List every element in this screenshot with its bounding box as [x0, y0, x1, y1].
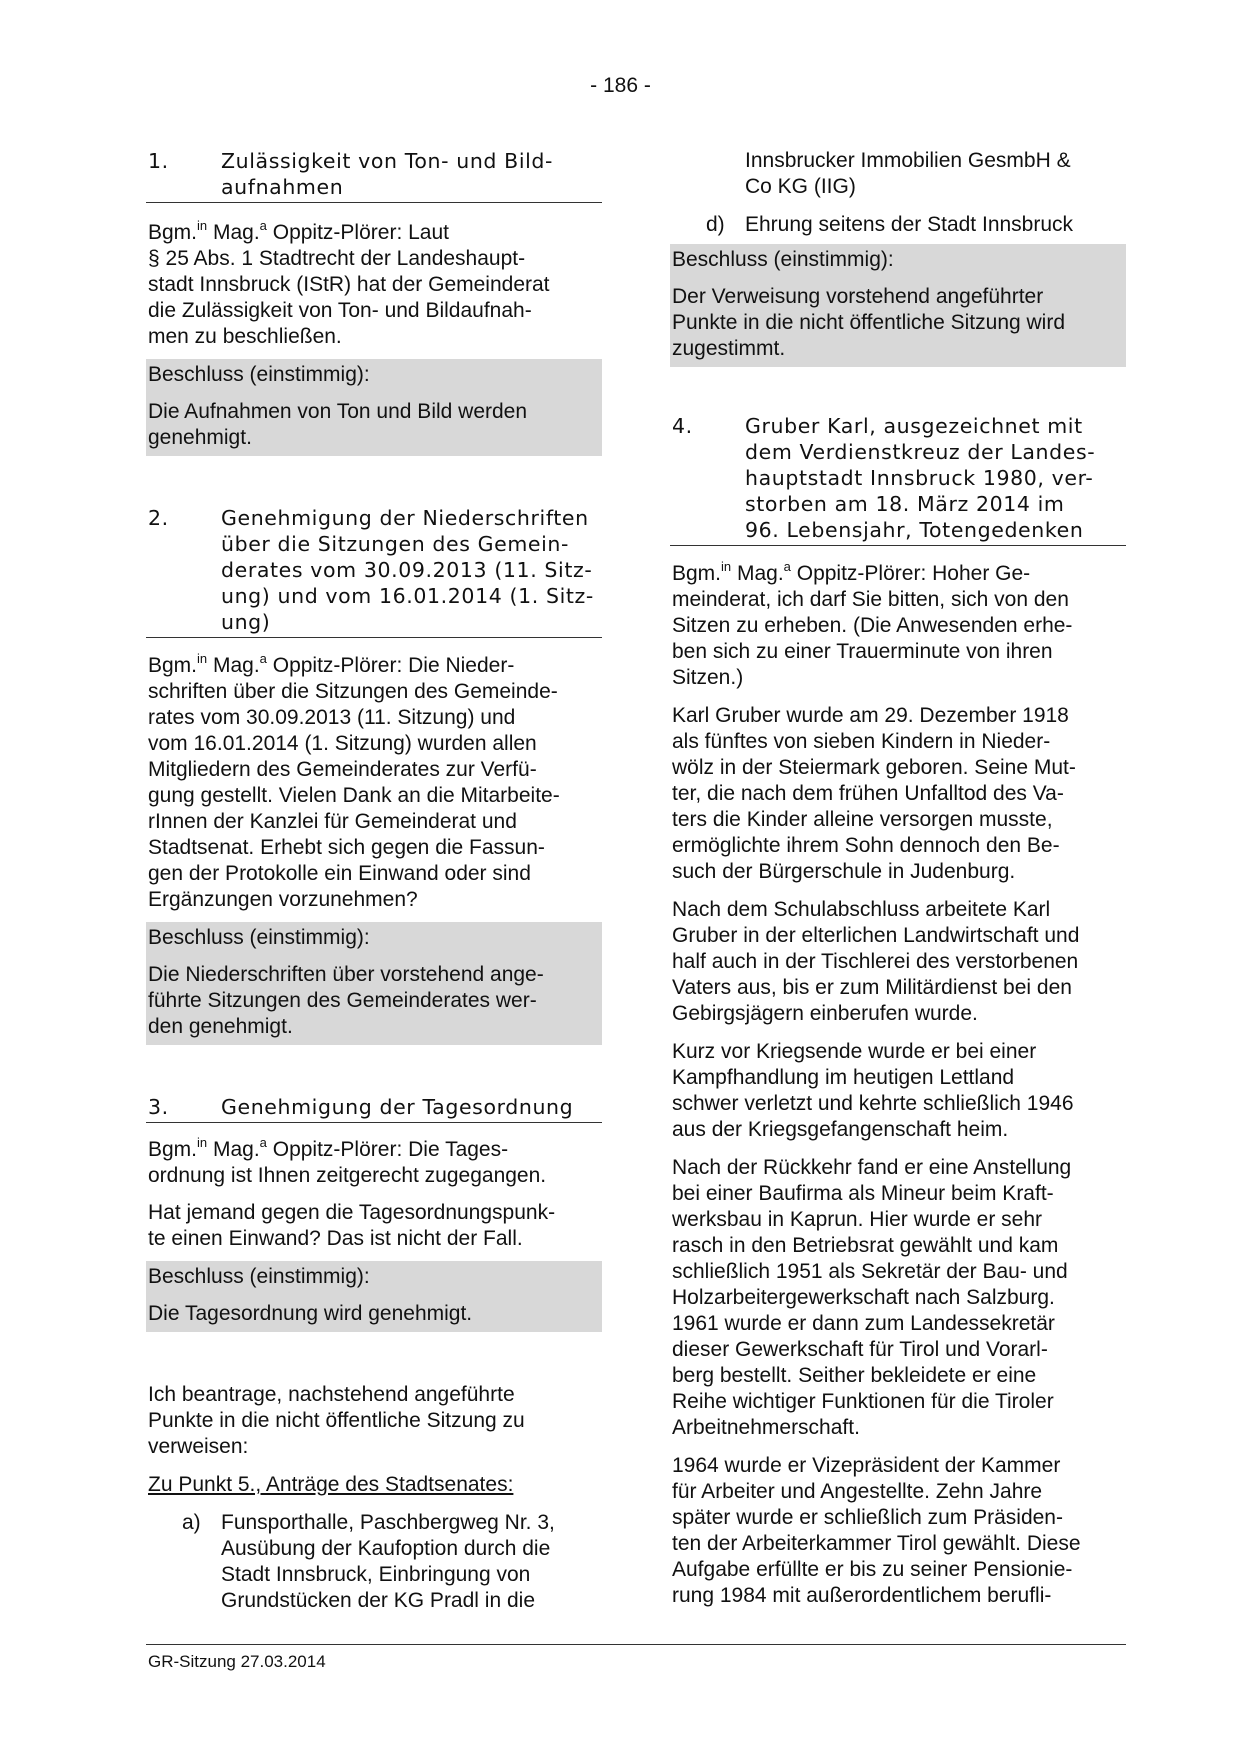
- text-line: zugestimmt.: [672, 337, 786, 360]
- speaker-paragraph: [146, 653, 602, 913]
- text-line: für Arbeiter und Angestellte. Zehn Jahre: [672, 1480, 1043, 1503]
- text-line: Funsporthalle, Paschbergweg Nr. 3,: [221, 1511, 555, 1534]
- text-line: Sitzen.): [672, 666, 744, 689]
- heading-line: über die Sitzungen des Gemein-: [221, 532, 570, 556]
- section-1-heading: [146, 148, 602, 203]
- text-line: werksbau in Kaprun. Hier wurde er sehr: [672, 1208, 1043, 1231]
- request-paragraph: [146, 1382, 602, 1460]
- speaker-text: Oppitz-Plörer: Die Nieder-: [266, 654, 515, 677]
- text-line: später wurde er schließlich zum Präsiden-: [672, 1506, 1063, 1529]
- footer-text: GR-Sitzung 27.03.2014: [148, 1652, 326, 1671]
- text-line: Ergänzungen vorzunehmen?: [148, 888, 418, 911]
- speaker-text: Oppitz-Plörer: Die Tages-: [266, 1138, 509, 1161]
- heading-line: derates vom 30.09.2013 (11. Sitz-: [221, 558, 593, 582]
- text-line: meinderat, ich darf Sie bitten, sich von den: [672, 588, 1069, 611]
- text-line: Karl Gruber wurde am 29. Dezember 1918: [672, 704, 1069, 727]
- resolution-text: [148, 1301, 600, 1332]
- section-number: 1.: [148, 149, 169, 173]
- paragraph: [146, 1200, 602, 1252]
- speaker-paragraph: [146, 1137, 602, 1189]
- text-line: Punkte in die nicht öffentliche Sitzung zu: [148, 1409, 525, 1432]
- section-number: 4.: [672, 414, 693, 438]
- speaker-line: [148, 220, 600, 246]
- text-line: Kampfhandlung im heutigen Lettland: [672, 1066, 1015, 1089]
- text-line: als fünftes von sieben Kindern in Nieder-: [672, 730, 1051, 753]
- resolution-text: [672, 284, 1124, 367]
- text-line: ters die Kinder alleine versorgen musste,: [672, 808, 1053, 831]
- text-line: rung 1984 mit außerordentlichem berufli-: [672, 1584, 1052, 1607]
- speaker-title: Bgm.: [148, 654, 198, 677]
- section-number: 2.: [148, 506, 169, 530]
- resolution-box: [146, 922, 602, 1045]
- text-line: berg bestellt. Seither bekleidete er eine: [672, 1364, 1037, 1387]
- heading-line: ung) und vom 16.01.2014 (1. Sitz-: [221, 584, 594, 608]
- section-3-heading: [146, 1094, 602, 1123]
- text-line: Gruber in der elterlichen Landwirtschaft und: [672, 924, 1080, 947]
- text-line: te einen Einwand? Das ist nicht der Fall.: [148, 1227, 523, 1250]
- heading-line: Zulässigkeit von Ton- und Bild-: [221, 149, 554, 173]
- text-line: Hat jemand gegen die Tagesordnungspunk-: [148, 1201, 556, 1224]
- text-line: Sitzen zu erheben. (Die Anwesenden erhe-: [672, 614, 1073, 637]
- text-line: Nach der Rückkehr fand er eine Anstellung: [672, 1156, 1072, 1179]
- resolution-box: [670, 244, 1126, 367]
- speaker-line: [672, 561, 1124, 587]
- heading-line: Gruber Karl, ausgezeichnet mit: [745, 414, 1083, 438]
- text-line: Ehrung seitens der Stadt Innsbruck: [745, 213, 1074, 236]
- text-line: die Zulässigkeit von Ton- und Bildaufnah-: [148, 299, 532, 322]
- heading-line: hauptstadt Innsbruck 1980, ver-: [745, 466, 1094, 490]
- heading-line: dem Verdienstkreuz der Landes-: [745, 440, 1096, 464]
- speaker-text: Oppitz-Plörer: Hoher Ge-: [790, 562, 1031, 585]
- footer-divider: [146, 1644, 1126, 1645]
- text-line: Aufgabe erfüllte er bis zu seiner Pensionie-: [672, 1558, 1073, 1581]
- text-line: den genehmigt.: [148, 1015, 293, 1038]
- text-line: half auch in der Tischlerei des verstorbenen: [672, 950, 1079, 973]
- speaker-line: [148, 1137, 600, 1163]
- left-column: [146, 148, 602, 1614]
- text-line: § 25 Abs. 1 Stadtrecht der Landeshaupt-: [148, 247, 526, 270]
- resolution-label: Beschluss (einstimmig):: [148, 926, 370, 949]
- speaker-title: Bgm.: [148, 221, 198, 244]
- superscript: a: [783, 559, 791, 574]
- text-line: Nach dem Schulabschluss arbeitete Karl: [672, 898, 1051, 921]
- speaker-title: Mag.: [731, 562, 784, 585]
- text-line: Ausübung der Kaufoption durch die: [221, 1537, 551, 1560]
- heading-line: aufnahmen: [221, 175, 344, 199]
- speaker-title: Mag.: [207, 654, 260, 677]
- agenda-item-a: [146, 1510, 602, 1614]
- agenda-reference: Zu Punkt 5., Anträge des Stadtsenates:: [148, 1473, 514, 1496]
- superscript: a: [259, 1135, 267, 1150]
- page-number: - 186 -: [590, 74, 651, 97]
- text-line: ermöglichte ihrem Sohn dennoch den Be-: [672, 834, 1060, 857]
- speaker-paragraph: [670, 561, 1126, 691]
- text-line: dieser Gewerkschaft für Tirol und Vorarl-: [672, 1338, 1048, 1361]
- text-line: Ich beantrage, nachstehend angeführte: [148, 1383, 515, 1406]
- heading-line: Genehmigung der Niederschriften: [221, 506, 589, 530]
- text-line: Kurz vor Kriegsende wurde er bei einer: [672, 1040, 1037, 1063]
- heading-line: storben am 18. März 2014 im: [745, 492, 1065, 516]
- superscript: in: [197, 651, 208, 666]
- text-line: schriften über die Sitzungen des Gemeinde-: [148, 680, 558, 703]
- text-line: ter, die nach dem frühen Unfalltod des Va-: [672, 782, 1064, 805]
- biography-paragraph: [670, 1453, 1126, 1609]
- text-line: Arbeitnehmerschaft.: [672, 1416, 860, 1439]
- text-line: aus der Kriegsgefangenschaft heim.: [672, 1118, 1009, 1141]
- text-line: führte Sitzungen des Gemeinderates wer-: [148, 989, 537, 1012]
- section-4-heading: [670, 413, 1126, 546]
- superscript: a: [259, 651, 267, 666]
- speaker-title: Mag.: [207, 221, 260, 244]
- resolution-text: [148, 399, 600, 456]
- biography-paragraph: [670, 703, 1126, 885]
- section-2-heading: [146, 505, 602, 638]
- superscript: in: [197, 218, 208, 233]
- text-line: men zu beschließen.: [148, 325, 342, 348]
- text-line: such der Bürgerschule in Judenburg.: [672, 860, 1016, 883]
- text-line: Stadt Innsbruck, Einbringung von: [221, 1563, 531, 1586]
- superscript: in: [197, 1135, 208, 1150]
- speaker-text: Oppitz-Plörer: Laut: [266, 221, 449, 244]
- text-line: gen der Protokolle ein Einwand oder sind: [148, 862, 531, 885]
- text-line: ten der Arbeiterkammer Tirol gewählt. Diese: [672, 1532, 1081, 1555]
- resolution-label: Beschluss (einstimmig):: [672, 248, 894, 271]
- item-letter: a): [182, 1511, 201, 1534]
- resolution-box: [146, 359, 602, 456]
- text-line: genehmigt.: [148, 426, 252, 449]
- superscript: in: [721, 559, 732, 574]
- text-line: schließlich 1951 als Sekretär der Bau- und: [672, 1260, 1068, 1283]
- text-line: 1961 wurde er dann zum Landessekretär: [672, 1312, 1055, 1335]
- speaker-title: Bgm.: [672, 562, 722, 585]
- heading-line: ung): [221, 610, 271, 634]
- text-line: gung gestellt. Vielen Dank an die Mitarbeite-: [148, 784, 560, 807]
- resolution-box: [146, 1261, 602, 1332]
- agenda-item-d: [670, 212, 1126, 238]
- text-line: wölz in der Steiermark geboren. Seine Mut-: [672, 756, 1076, 779]
- text-line: rasch in den Betriebsrat gewählt und kam: [672, 1234, 1059, 1257]
- speaker-title: Bgm.: [148, 1138, 198, 1161]
- biography-paragraph: [670, 1039, 1126, 1143]
- text-line: Co KG (IIG): [745, 175, 856, 198]
- text-line: schwer verletzt und kehrte schließlich 1946: [672, 1092, 1074, 1115]
- resolution-label: Beschluss (einstimmig):: [148, 1265, 370, 1288]
- text-line: Gebirgsjägern einberufen wurde.: [672, 1002, 978, 1025]
- text-line: Die Aufnahmen von Ton und Bild werden: [148, 400, 528, 423]
- text-line: Mitgliedern des Gemeinderates zur Verfü-: [148, 758, 537, 781]
- superscript: a: [259, 218, 267, 233]
- text-line: bei einer Baufirma als Mineur beim Kraft-: [672, 1182, 1054, 1205]
- text-line: Punkte in die nicht öffentliche Sitzung wird: [672, 311, 1066, 334]
- text-line: 1964 wurde er Vizepräsident der Kammer: [672, 1454, 1061, 1477]
- speaker-paragraph: [146, 220, 602, 350]
- speaker-line: [148, 653, 600, 679]
- biography-paragraph: [670, 1155, 1126, 1441]
- text-line: Stadtsenat. Erhebt sich gegen die Fassun-: [148, 836, 545, 859]
- text-line: stadt Innsbruck (IStR) hat der Gemeinderat: [148, 273, 550, 296]
- text-line: rates vom 30.09.2013 (11. Sitzung) und: [148, 706, 516, 729]
- text-line: vom 16.01.2014 (1. Sitzung) wurden allen: [148, 732, 537, 755]
- heading-line: Genehmigung der Tagesordnung: [221, 1095, 574, 1119]
- heading-line: 96. Lebensjahr, Totengedenken: [745, 518, 1084, 542]
- text-line: Vaters aus, bis er zum Militärdienst bei den: [672, 976, 1072, 999]
- item-letter: d): [706, 213, 725, 236]
- text-line: ben sich zu einer Trauerminute von ihren: [672, 640, 1053, 663]
- text-line: rInnen der Kanzlei für Gemeinderat und: [148, 810, 517, 833]
- text-line: Die Tagesordnung wird genehmigt.: [148, 1302, 473, 1325]
- resolution-text: [148, 962, 600, 1045]
- section-number: 3.: [148, 1095, 169, 1119]
- agenda-item-continuation: [670, 148, 1126, 200]
- text-line: verweisen:: [148, 1435, 249, 1458]
- text-line: Innsbrucker Immobilien GesmbH &: [745, 149, 1071, 172]
- speaker-title: Mag.: [207, 1138, 260, 1161]
- text-line: Reihe wichtiger Funktionen für die Tiroler: [672, 1390, 1054, 1413]
- text-line: ordnung ist Ihnen zeitgerecht zugegangen.: [148, 1164, 547, 1187]
- resolution-label: Beschluss (einstimmig):: [148, 363, 370, 386]
- text-line: Der Verweisung vorstehend angeführter: [672, 285, 1044, 308]
- text-line: Die Niederschriften über vorstehend ange-: [148, 963, 544, 986]
- text-line: Holzarbeitergewerkschaft nach Salzburg.: [672, 1286, 1055, 1309]
- text-line: Grundstücken der KG Pradl in die: [221, 1589, 535, 1612]
- right-column: [670, 148, 1126, 1609]
- biography-paragraph: [670, 897, 1126, 1027]
